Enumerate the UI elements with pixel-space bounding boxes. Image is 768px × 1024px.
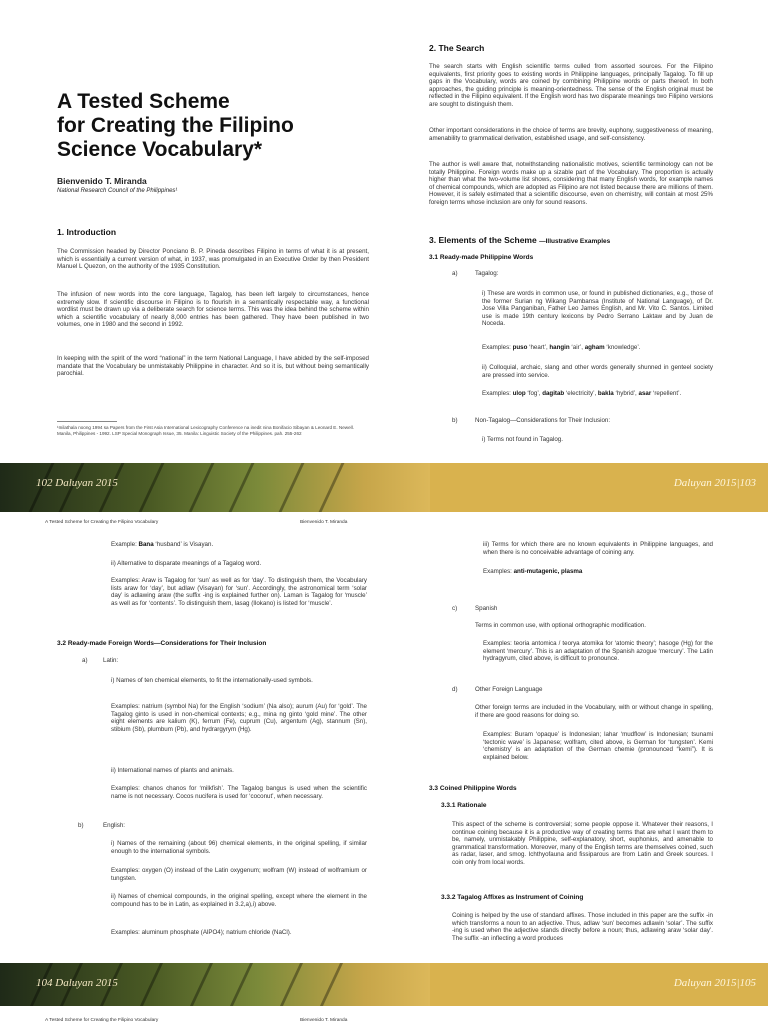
example-line xyxy=(482,344,713,352)
example-paragraph: Examples: chanos chanos for ‘milkfish’. The Tagalog bangus is used when the scientific name is not necessary. Cocos nucifera is used for ‘coconut’, when necessary. xyxy=(111,785,367,800)
paragraph: The infusion of new words into the core language, Tagalog, has been left largely to circumstances, hence extremely slow. If scientific discourse in Filipino is to flourish in a semantically respectable way, a functional wordlist must be drawn up via a deliberate search for science terms. This was the idea behind the scheme within which a scientific vocabulary of nearly 8,000 entries has been gathered. They have been published in two volumes, one in 1980 and the second in 1992. xyxy=(57,291,369,329)
running-head-left: A Tested Scheme for Creating the Filipino Vocabulary xyxy=(45,1018,159,1023)
paragraph: Other foreign terms are included in the Vocabulary, with or without change in spelling, if there are good reasons for doing so. xyxy=(475,704,713,719)
running-head-left: A Tested Scheme for Creating the Filipino Vocabulary xyxy=(45,520,159,525)
list-text: Spanish xyxy=(475,605,498,612)
term: hangin xyxy=(549,344,570,351)
paragraph: The author is well aware that, notwithstanding nationalistic motives, scientific terminology can not be totally Philippine. Foreign words make up a sizable part of the Vocabulary. The proportion is actually higher than what the two-volume list shows, considering that many English words, for example names of chemical compounds, which are adopted as Filipino are not listed because there are millions of them. However, it is safely estimated that a scientific discourse, even on chemistry, will contain at most 25% foreign terms whose inclusion are only for sound reasons. xyxy=(429,161,713,206)
gloss: ‘air’, xyxy=(569,344,585,351)
heading-subtitle: —Illustrative Examples xyxy=(539,238,611,245)
list-label: b) xyxy=(78,822,84,829)
folio-left: 104 Daluyan 2015 xyxy=(36,977,118,989)
folio-right: Daluyan 2015|105 xyxy=(673,977,756,989)
author-name: Bienvenido T. Miranda xyxy=(57,176,147,186)
page-footer-band xyxy=(0,963,768,1006)
list-text: Tagalog: xyxy=(475,270,499,277)
example-line xyxy=(111,541,367,549)
heading-text: 3. Elements of the Scheme xyxy=(429,235,537,245)
footnote: ¹Inilathala noong 1994 sa Papers from the First Asia International Lexicography Conference na inedit nina Bonifacio Sibayan & Leonard E. Newell. Manila, Philippines - 1992. LSP Special Monograph Issue, 35. Manila: Linguistic Society of the Philippines. pah. 255-262 xyxy=(57,425,354,436)
gloss: ‘hybrid’, xyxy=(613,390,639,397)
list-item: ii) International names of plants and animals. xyxy=(111,767,234,774)
running-head-right: Bienvenido T. Miranda xyxy=(300,1018,348,1023)
example-paragraph: Examples: Buram ‘opaque’ is Indonesian; lahar ‘mudflow’ is Indonesian; tsunami ‘tectonic wave’ is Japanese; wolfram, cited above, is German for ‘tungsten’. Kemi ‘chemistry’ is an adaptation of the German chemie (pronounced “kemi”). It is explained below. xyxy=(483,731,713,761)
list-item: ii) Colloquial, archaic, slang and other words generally shunned in genteel society are pressed into service. xyxy=(482,364,713,379)
gloss: ‘electricity’, xyxy=(564,390,598,397)
subsection-heading: 3.1 Ready-made Philippine Words xyxy=(429,254,534,261)
term: asar xyxy=(638,390,652,397)
list-text: Latin: xyxy=(103,657,119,664)
list-item: i) Names of ten chemical elements, to fit the internationally-used symbols. xyxy=(111,677,313,684)
gloss: ‘heart’, xyxy=(527,344,550,351)
section-heading-introduction: 1. Introduction xyxy=(57,227,117,237)
example-paragraph: Examples: aluminum phosphate (AlPO4); natrium chloride (NaCl). xyxy=(111,929,292,936)
subsection-heading: 3.3.1 Rationale xyxy=(441,802,487,809)
paragraph: In keeping with the spirit of the word “national” in the term National Language, I have abided by the self-imposed mandate that the Vocabulary be unmistakably Philippine in character. And so it is, but without being semantically parochial. xyxy=(57,355,369,378)
subsection-heading: 3.3 Coined Philippine Words xyxy=(429,785,517,792)
paragraph: Other important considerations in the choice of terms are brevity, euphony, suggestiveness of meaning, amenability to grammatical derivation, established usage, and self-consistency. xyxy=(429,127,713,142)
list-item: ii) Alternative to disparate meanings of a Tagalog word. xyxy=(111,560,262,567)
list-label: a) xyxy=(452,270,458,277)
article-title xyxy=(57,90,357,162)
example-paragraph: Examples: natrium (symbol Na) for the English ‘sodium’ (Na also); aurum (Au) for ‘gold’. The Tagalog ginto is used in non-chemical contexts; e.g., mina ng ginto ‘gold mine’. The other eight elements are kalium (K), ferrum (Fe), cuprum (Cu), argentum (Ag), stannum (Sn), stibium (Sb), plumbum (Pb), and hydrargyrym (Hg). xyxy=(111,703,367,733)
list-text: Other Foreign Language xyxy=(475,686,543,693)
example-prefix: Example: xyxy=(111,541,139,548)
folio-left: 102 Daluyan 2015 xyxy=(36,477,118,489)
title-line: A Tested Scheme xyxy=(57,90,230,113)
folio-right: Daluyan 2015|103 xyxy=(673,477,756,489)
paragraph: The search starts with English scientific terms culled from assorted sources. For the Filipino equivalents, first priority goes to existing words in Philippine languages, principally Tagalog. To fill up gaps in the Vocabulary, words are coined by combining Philippine words or parts thereof. In both approaches, the guiding principle is meaning-orientedness. The sense of the English original must be reflected in the Filipino equivalent. If the English word has two disparate meanings two Filipino versions are sought to distinguish them. xyxy=(429,63,713,108)
section-heading-search: 2. The Search xyxy=(429,43,485,53)
list-item: i) These are words in common use, or found in published dictionaries, e.g., those of the former Surian ng Wikang Pambansa (Institute of National Language), of Dr. Jose Villa Panganiban, Father Leo James English, and Mr. Vito C. Santos. Limited use is made 19th century lexicons by Pedro Serrano Laktaw and by Juan de Noceda. xyxy=(482,290,713,328)
term: dagitab xyxy=(542,390,565,397)
gloss: ‘repellent’. xyxy=(651,390,682,397)
list-label: d) xyxy=(452,686,458,693)
example-prefix: Examples: xyxy=(482,390,513,397)
example-prefix: Examples: xyxy=(483,568,514,575)
example-paragraph: Examples: oxygen (O) instead of the Latin oxygenum; wolfram (W) instead of wolframium or tungsten. xyxy=(111,867,367,882)
example-line xyxy=(483,568,713,576)
term: bakla xyxy=(597,390,614,397)
list-item: iii) Terms for which there are no known equivalents in Philippine languages, and when there is no conceivable advantage of coining any. xyxy=(483,541,713,556)
paragraph: Terms in common use, with optional orthographic modification. xyxy=(475,622,646,629)
section-heading-elements xyxy=(429,235,610,245)
title-line: for Creating the Filipino xyxy=(57,114,294,137)
gloss: ‘husband’ is Visayan. xyxy=(153,541,214,548)
list-label: c) xyxy=(452,605,458,612)
list-text: Non-Tagalog—Considerations for Their Inclusion: xyxy=(475,417,611,424)
example-paragraph: Examples: Araw is Tagalog for ‘sun’ as well as for ‘day’. To distinguish them, the Vocabulary lists araw for ‘day’, but adlaw (Visayan) for ‘sun’. Accordingly, the astronomical term ‘solar day’ is adlawing araw (the suffix -ing is explained further on). Laman is Tagalog for ‘muscle’ as well as for ‘contents’. To distinguish them, lasag (Ilokano) is listed for ‘muscle’. xyxy=(111,577,367,607)
list-text: English: xyxy=(103,822,126,829)
example-prefix: Examples: xyxy=(482,344,513,351)
list-label: b) xyxy=(452,417,458,424)
term: anti-mutagenic, plasma xyxy=(513,568,583,575)
subsection-heading: 3.3.2 Tagalog Affixes as Instrument of Coining xyxy=(441,894,584,901)
list-item: ii) Names of chemical compounds, in the original spelling, except where the element in the compound has to be in Latin, as explained in 3.2,a),i) above. xyxy=(111,893,367,908)
term: ulop xyxy=(512,390,526,397)
term: agham xyxy=(584,344,605,351)
term: Bana xyxy=(138,541,154,548)
running-head-right: Bienvenido T. Miranda xyxy=(300,520,348,525)
page-102-103 xyxy=(0,0,768,463)
page-footer-band xyxy=(0,463,768,512)
list-label: a) xyxy=(82,657,88,664)
subsection-heading: 3.2 Ready-made Foreign Words—Considerations for Their Inclusion xyxy=(57,640,267,647)
title-line: Science Vocabulary* xyxy=(57,138,263,161)
example-paragraph: Examples: teoria antomica / teorya atomika for ‘atomic theory’; hasoge (Hg) for the element ‘mercury’. This is an adaptation of the Spanish azogue ‘mercury’. The Latin hydragyrum, cited above, is difficult to pronounce. xyxy=(483,640,713,663)
example-line xyxy=(482,390,713,398)
paragraph: The Commission headed by Director Ponciano B. P. Pineda describes Filipino in terms of what it is at present, which is essentially a current version of what, in 1937, was promulgated in an Executive Order by then President Manuel L Quezon, on the authority of the 1935 Constitution. xyxy=(57,248,369,271)
paragraph: This aspect of the scheme is controversial; some people oppose it. Whatever their reasons, I continue coining because it is a productive way of creating terms that are what I want them to be, namely, unmistakably Philippine, self-explanatory, short, euphonius, and amenable to grammatical transformation. Moreover, many of the English terms are themselves coined, such as radar, laser, and smog. Ichthyofauna and fissiparous are from Latin and Greek sources. I coin only from local words. xyxy=(452,821,713,866)
footnote-rule xyxy=(57,421,117,422)
author-affiliation: National Research Council of the Philippines¹ xyxy=(57,188,178,194)
term: puso xyxy=(512,344,528,351)
list-item: i) Names of the remaining (about 96) chemical elements, in the original spelling, if similar enough to the international symbols. xyxy=(111,840,367,855)
gloss: ‘fog’, xyxy=(525,390,543,397)
gloss: ‘knowledge’. xyxy=(604,344,641,351)
list-item: i) Terms not found in Tagalog. xyxy=(482,436,563,443)
paragraph: Coining is helped by the use of standard affixes. Those included in this paper are the suffix -in which transforms a noun to an adjective. Thus, adlaw ‘sun’ becomes adlawin ‘solar’. The suffix -ing is used when the adjective stands directly before a noun; thus, adlawing araw ‘solar day’. The suffix -an inflecting a word produces xyxy=(452,912,713,942)
